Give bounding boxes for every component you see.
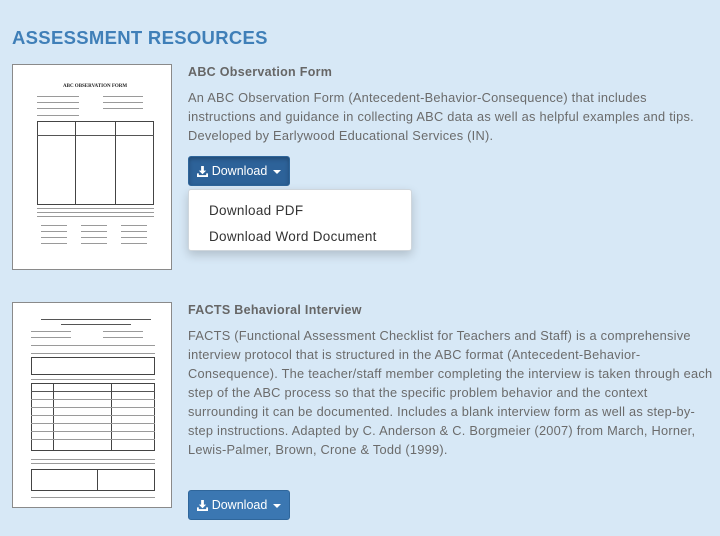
- download-icon: [197, 166, 208, 177]
- facts-form-preview: [13, 303, 171, 507]
- download-dropdown-button[interactable]: [188, 156, 290, 186]
- resource-facts-behavioral-interview: [12, 302, 720, 532]
- resource-abc-observation-form: [12, 64, 720, 274]
- resource-title: ABC Observation Form: [188, 65, 333, 79]
- download-label: Download: [211, 498, 268, 512]
- facts-form-info: [188, 302, 718, 512]
- abc-form-info: [188, 64, 718, 244]
- download-icon: [197, 500, 208, 511]
- resource-title: FACTS Behavioral Interview: [188, 303, 362, 317]
- caret-down-icon: [273, 170, 281, 174]
- facts-form-thumbnail[interactable]: [12, 302, 172, 508]
- page-title: ASSESSMENT RESOURCES: [12, 27, 268, 48]
- download-pdf-option[interactable]: Download PDF: [209, 203, 304, 218]
- abc-form-thumbnail[interactable]: [12, 64, 172, 270]
- caret-down-icon: [273, 504, 281, 508]
- download-dropdown-button[interactable]: [188, 490, 290, 520]
- download-word-option[interactable]: Download Word Document: [209, 229, 377, 244]
- download-dropdown-menu: [188, 189, 412, 251]
- abc-form-preview: [13, 65, 171, 269]
- resource-description: An ABC Observation Form (Antecedent-Behavior-Consequence) that includes instructions and guidance in collecting ABC data as well as helpful examples and tips. Developed by Earlywood Educational Services (IN).: [188, 90, 694, 143]
- thumbnail-heading: ABC OBSERVATION FORM: [63, 84, 128, 89]
- download-label: Download: [211, 164, 268, 178]
- resource-description: FACTS (Functional Assessment Checklist for Teachers and Staff) is a comprehensive interview protocol that is structured in the ABC format (Antecedent-Behavior-Consequence). The teacher/staff member completing the interview is taken through each step of the ABC process so that the specific problem behavior and the context surrounding it can be documented. Includes a blank interview form as well as step-by-step instructions. Adapted by C. Anderson & C. Borgmeier (2007) from March, Horner, Lewis-Palmer, Brown, Crone & Todd (1999).: [188, 328, 713, 457]
